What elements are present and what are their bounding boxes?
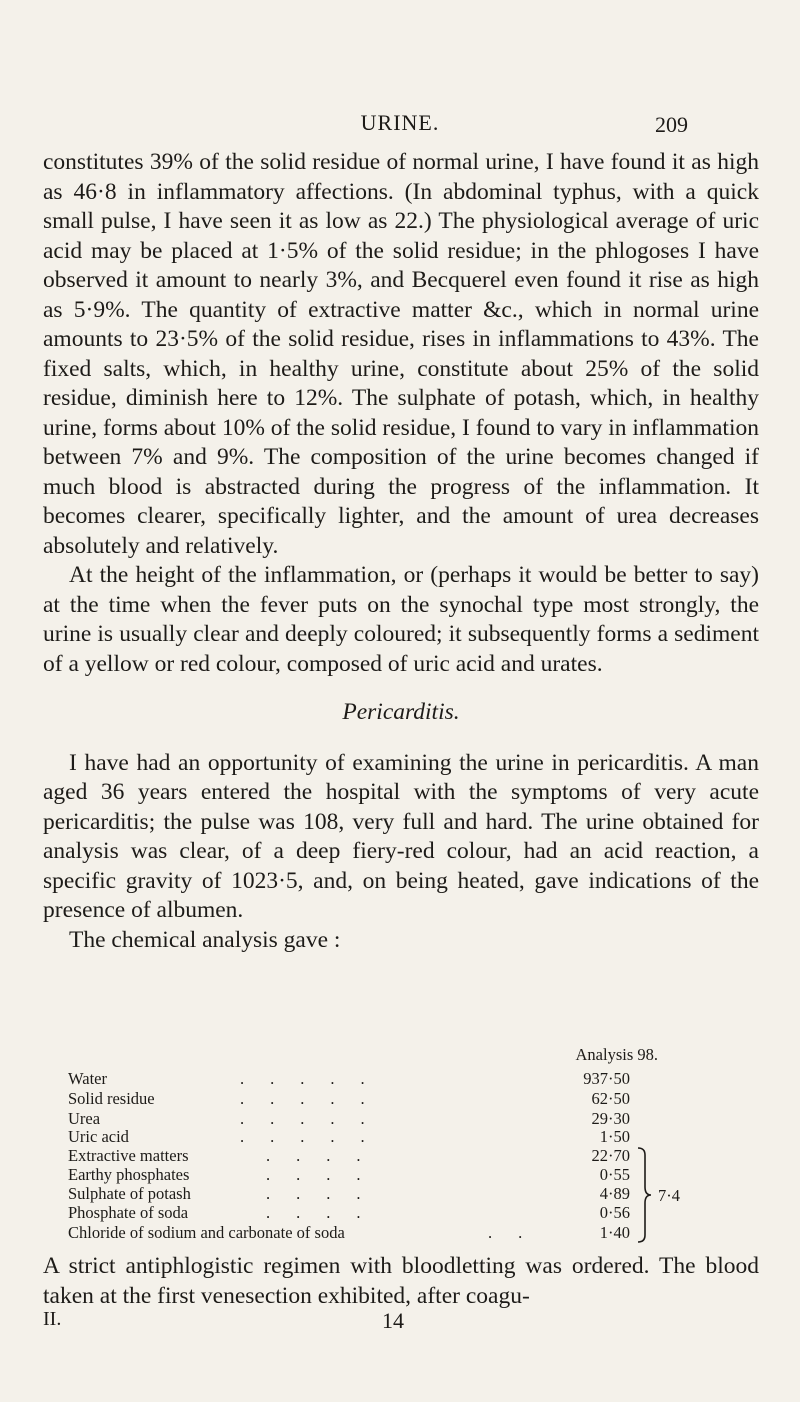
row-value: 29·30 bbox=[591, 1109, 630, 1128]
section-title: Pericarditis. bbox=[342, 699, 460, 725]
paragraph-4: The chemical analysis gave : bbox=[69, 926, 341, 953]
page-footer bbox=[0, 1308, 800, 1338]
paragraph-3: I have had an opportunity of examining the urine in pericarditis. A man aged 36 years entered the hospital with the symptoms of very acute pericarditis; the pulse was 108, very full and hard. The urine obtained for analysis was clear, of a deep fiery-red colour, had an acid reaction, a specific gravity of 1023·5, and, on being heated, gave indications of the presence of albumen. bbox=[43, 749, 759, 923]
row-value: 0·56 bbox=[599, 1203, 630, 1222]
row-value: 1·40 bbox=[599, 1223, 630, 1242]
table-row bbox=[68, 1127, 708, 1147]
row-value: 1·50 bbox=[599, 1127, 630, 1146]
page-header bbox=[0, 110, 800, 140]
page-number: 209 bbox=[655, 112, 688, 137]
table-row bbox=[68, 1165, 708, 1185]
row-label: Urea bbox=[68, 1109, 101, 1128]
table-row bbox=[68, 1109, 708, 1129]
table-row bbox=[68, 1184, 708, 1204]
row-value: 0·55 bbox=[599, 1165, 630, 1184]
row-label: Sulphate of potash bbox=[68, 1184, 191, 1203]
signature-mark: II. bbox=[43, 1308, 62, 1330]
row-label: Chloride of sodium and carbonate of soda bbox=[68, 1223, 345, 1242]
row-value: 4·89 bbox=[599, 1184, 630, 1203]
leader-dots: .... bbox=[266, 1165, 387, 1184]
table-column-header: Analysis 98. bbox=[575, 1045, 658, 1064]
table-row bbox=[68, 1223, 708, 1243]
row-label: Solid residue bbox=[68, 1089, 155, 1108]
leader-dots: .... bbox=[266, 1184, 387, 1203]
row-value: 937·50 bbox=[583, 1069, 630, 1088]
closing-paragraph: A strict antiphlogistic regimen with bloodletting was ordered. The blood taken at the first venesection exhibited, after coagu- bbox=[43, 1253, 759, 1309]
body-text bbox=[43, 148, 759, 955]
leader-dots: .... bbox=[266, 1203, 387, 1222]
bracket-icon bbox=[636, 1145, 654, 1245]
running-head: URINE. bbox=[360, 110, 440, 135]
row-value: 22·70 bbox=[591, 1146, 630, 1165]
leader-dots: .... bbox=[266, 1146, 387, 1165]
row-label: Earthy phosphates bbox=[68, 1165, 190, 1184]
row-label: Uric acid bbox=[68, 1127, 129, 1146]
row-label: Phosphate of soda bbox=[68, 1203, 189, 1222]
paragraph-1: constitutes 39% of the solid residue of normal urine, I have found it as high as 46·8 in inflammatory affections. (In abdominal typhus, with a quick small pulse, I have seen it as low as 22.) The physiological average of uric acid may be placed at 1·5% of the solid residue; in the phlogoses I have observed it amount to nearly 3%, and Becquerel even found it rise as high as 5·9%. The quantity of extractive matter &c., which in normal urine amounts to 23·5% of the solid residue, rises in inflammations to 43%. The fixed salts, which, in healthy urine, constitute about 25% of the solid residue, diminish here to 12%. The sulphate of potash, which, in healthy urine, forms about 10% of the solid residue, I found to vary in inflammation between 7% and 9%. The composition of the urine becomes changed if much blood is abstracted during the progress of the inflammation. It becomes clearer, specifically lighter, and the amount of urea decreases absolutely and relatively. bbox=[43, 149, 759, 559]
row-label: Extractive matters bbox=[68, 1146, 189, 1165]
leader-dots: ..... bbox=[240, 1089, 391, 1108]
table-row bbox=[68, 1089, 708, 1109]
catchword: 14 bbox=[382, 1308, 404, 1333]
row-value: 62·50 bbox=[591, 1089, 630, 1108]
leader-dots: ..... bbox=[240, 1127, 391, 1146]
table-row bbox=[68, 1203, 708, 1223]
leader-dots: ..... bbox=[240, 1069, 391, 1088]
row-label: Water bbox=[68, 1069, 107, 1088]
paragraph-2: At the height of the inflammation, or (perhaps it would be better to say) at the time when the fever puts on the synochal type most strongly, the urine is usually clear and deeply coloured; it subsequently forms a sediment of a yellow or red colour, composed of uric acid and urates. bbox=[43, 562, 759, 677]
leader-dots: .. bbox=[488, 1223, 549, 1242]
leader-dots: ..... bbox=[240, 1109, 391, 1128]
table-row bbox=[68, 1146, 708, 1166]
table-row bbox=[68, 1069, 708, 1089]
bracket-total: 7·4 bbox=[658, 1186, 680, 1205]
